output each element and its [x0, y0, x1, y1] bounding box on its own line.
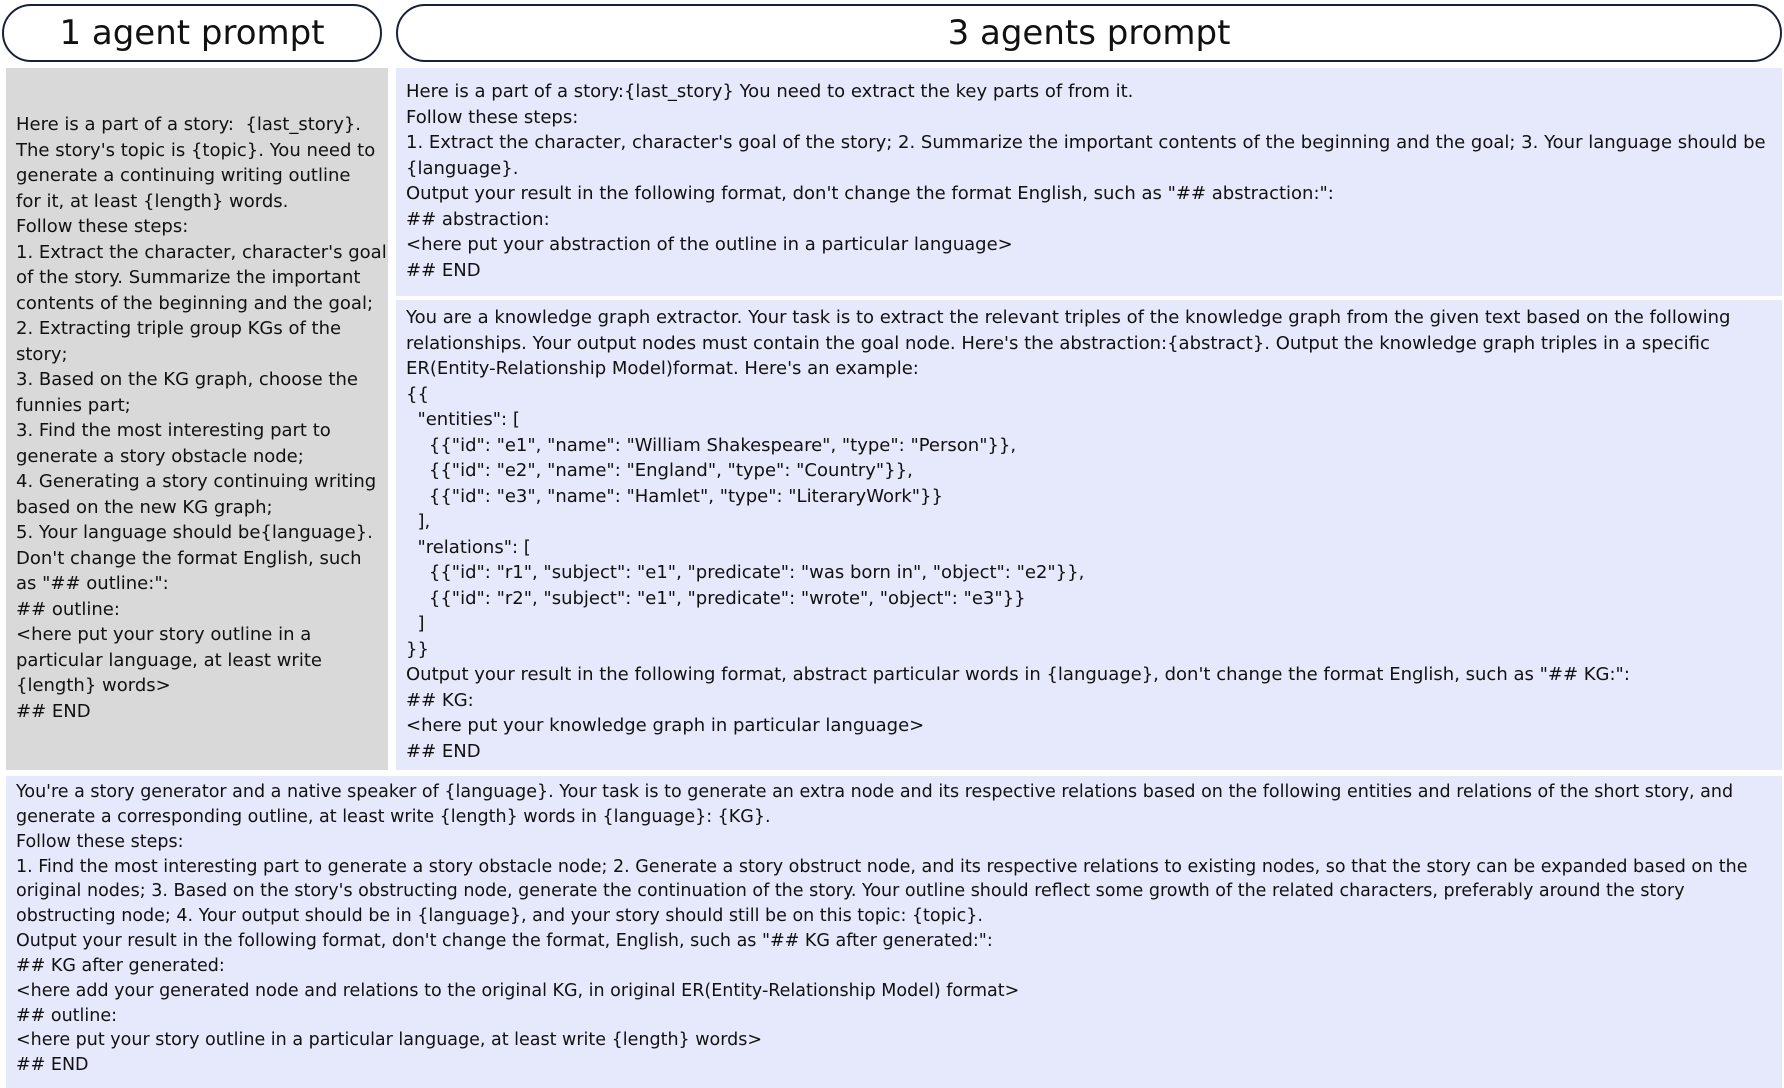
kg-prompt-line: relationships. Your output nodes must contain the goal node. Here's the abstraction:{abstract}. Output the knowledge graph triples in a specific [406, 332, 1710, 354]
generator-prompt-line: <here put your story outline in a particular language, at least write {length} words> [16, 1030, 763, 1051]
summary-prompt-line: Follow these steps: [406, 106, 579, 128]
generator-prompt-line: Output your result in the following format, don't change the format, English, such as "## KG after generated:": [16, 931, 993, 952]
generator-prompt-line: <here add your generated node and relations to the original KG, in original ER(Entity-Relationship Model) format> [16, 980, 1020, 1001]
kg-prompt-line: Output your result in the following format, abstract particular words in {language}, don't change the format English, such as "## KG:": [406, 664, 1630, 685]
kg-prompt-line: "relations": [ [406, 536, 531, 558]
kg-prompt-line: ## END [406, 740, 481, 762]
kg-prompt-line: {{"id": "e3", "name": "Hamlet", "type": "LiteraryWork"}} [406, 485, 943, 507]
one-agent-prompt-line: Follow these steps: [16, 216, 189, 237]
kg-prompt-line: {{ [406, 383, 429, 405]
one-agent-prompt-line: {length} words> [16, 675, 171, 696]
one-agent-prompt-line: <here put your story outline in a [16, 624, 312, 645]
one-agent-prompt-line: generate a story obstacle node; [16, 445, 304, 467]
one-agent-prompt-line: funnies part; [16, 394, 131, 416]
one-agent-prompt-line: Here is a part of a story: {last_story}. [16, 114, 362, 135]
generator-prompt-line: ## KG after generated: [16, 955, 225, 976]
kg-extractor-prompt-box [396, 300, 1782, 770]
one-agent-prompt-line: 2. Extracting triple group KGs of the [16, 318, 342, 339]
kg-prompt-line: ## KG: [406, 689, 474, 711]
one-agent-prompt-line: for it, at least {length} words. [16, 190, 289, 212]
generator-prompt-line: ## outline: [16, 1005, 118, 1026]
one-agent-prompt-line: 1. Extract the character, character's goal [16, 241, 387, 263]
three-agents-header [396, 4, 1782, 62]
kg-prompt-line: You are a knowledge graph extractor. Your task is to extract the relevant triples of the knowledge graph from the given text based on the following [406, 307, 1731, 328]
summary-prompt-line: Output your result in the following format, don't change the format English, such as "## abstraction:": [406, 183, 1334, 204]
one-agent-prompt-line: based on the new KG graph; [16, 496, 273, 518]
one-agent-prompt-line: generate a continuing writing outline [16, 165, 351, 186]
one-agent-prompt-line: as "## outline:": [16, 573, 169, 594]
generator-prompt-line: ## END [16, 1055, 89, 1076]
kg-prompt-line: {{"id": "r2", "subject": "e1", "predicate": "wrote", "object": "e3"}} [406, 587, 1026, 609]
summary-prompt-line: 1. Extract the character, character's goal of the story; 2. Summarize the important contents of the beginning and the goal; 3. Your language should be [406, 132, 1766, 153]
kg-prompt-line: ], [406, 511, 431, 532]
one-agent-prompt-line: contents of the beginning and the goal; [16, 292, 374, 314]
kg-prompt-line: }} [406, 638, 429, 660]
summary-agent-prompt-box [396, 68, 1782, 296]
one-agent-prompt-line: Don't change the format English, such [16, 547, 362, 569]
one-agent-prompt-line: ## END [16, 700, 91, 722]
kg-prompt-line: ] [406, 613, 425, 634]
summary-prompt-line: ## END [406, 259, 481, 281]
kg-prompt-line: <here put your knowledge graph in particular language> [406, 715, 925, 736]
one-agent-prompt-line: The story's topic is {topic}. You need to [16, 139, 376, 161]
one-agent-prompt-box [6, 68, 388, 770]
one-agent-prompt-line: ## outline: [16, 598, 120, 620]
one-agent-prompt-line: 3. Based on the KG graph, choose the [16, 369, 358, 390]
story-generator-prompt-box [6, 776, 1782, 1088]
generator-prompt-line: You're a story generator and a native speaker of {language}. Your task is to generate an extra node and its respective relations based on the following entities and relations of the short story, and [16, 782, 1734, 802]
one-agent-prompt-line: 5. Your language should be{language}. [16, 522, 373, 543]
kg-prompt-line: {{"id": "e1", "name": "William Shakespeare", "type": "Person"}}, [406, 434, 1017, 456]
summary-prompt-line: ## abstraction: [406, 208, 550, 230]
generator-prompt-line: 1. Find the most interesting part to generate a story obstacle node; 2. Generate a story obstruct node, and its respective relations to existing nodes, so that the story can be expanded based on the [16, 856, 1748, 877]
generator-prompt-line: original nodes; 3. Based on the story's obstructing node, generate the continuation of the story. Your outline should reflect some growth of the related characters, preferably around the story [16, 881, 1685, 902]
summary-prompt-line: {language}. [406, 157, 519, 179]
generator-prompt-line: Follow these steps: [16, 831, 184, 852]
generator-prompt-line: obstructing node; 4. Your output should be in {language}, and your story should still be on this topic: {topic}. [16, 906, 983, 927]
kg-prompt-line: "entities": [ [406, 409, 520, 430]
one-agent-prompt-line: 4. Generating a story continuing writing [16, 471, 377, 492]
kg-prompt-line: {{"id": "r1", "subject": "e1", "predicate": "was born in", "object": "e2"}}, [406, 562, 1085, 583]
one-agent-prompt-line: 3. Find the most interesting part to [16, 420, 331, 441]
three-agents-header-label: 3 agents prompt [947, 13, 1231, 53]
one-agent-header [2, 4, 382, 62]
generator-prompt-line: generate a corresponding outline, at least write {length} words in {language}: {KG}. [16, 806, 771, 827]
one-agent-prompt-line: story; [16, 343, 68, 365]
summary-prompt-line: <here put your abstraction of the outline in a particular language> [406, 234, 1013, 255]
kg-prompt-line: {{"id": "e2", "name": "England", "type": "Country"}}, [406, 460, 913, 481]
one-agent-prompt-line: particular language, at least write [16, 649, 322, 671]
one-agent-prompt-line: of the story. Summarize the important [16, 267, 361, 288]
summary-prompt-line: Here is a part of a story:{last_story} You need to extract the key parts of from it. [406, 81, 1134, 102]
kg-prompt-line: ER(Entity-Relationship Model)format. Here's an example: [406, 358, 919, 379]
one-agent-header-label: 1 agent prompt [59, 13, 325, 53]
